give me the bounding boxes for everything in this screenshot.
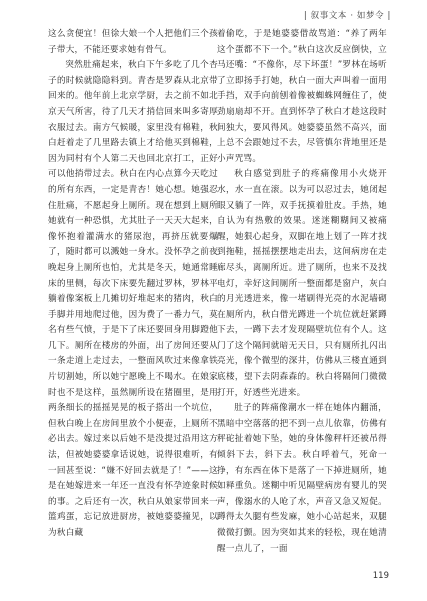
paragraph: 肚子的阵痛像潮水一样在她体内翻涌，黑暗中空落落的把不到一点儿依靠，仿佛有秤砣扯着她下坠，她的身体像秤杆还被吊得倾斜下去，斜下去。秋白呼着气，死命一挣，有东西在体下是落了一下掉进厕所，她如释重负。迷糊中听见隔壁病房有婴儿的哭声，像溺水的人呛了水，声音又急又短促。蹲得太久腿有些发麻，她小心站起来，双腿微微打颤。因为突如其来的轻松，现在她清醒一点儿了，一面 — [217, 403, 387, 554]
paragraph: 着偷吃，于是她婆婆借故骂道：“养了两年这个蛋都不下一个。”秋白这次反应倒快，立马还嘴：“不像你，尽下坏蛋！”罗林在场听了立即扬手打她，秋白一面大声叫着一面用手挡，双手向前刨着像被蜘蛛网缠住了，使劲扇扇却不开。直到怀孕了秋白才趁这段时间独大，要风得风。她婆婆虽然不高兴，面上总不会跟她过不去，尽管慎尔背地里还是小声咒骂。 — [217, 29, 387, 164]
left-text-column — [48, 27, 218, 542]
running-header: | 叙事文本 · 如梦令 | — [303, 11, 391, 21]
page-number: 119 — [372, 571, 389, 581]
paragraph: 秋白感觉到肚子的疼痛像用小火烧开水，水一直在滚。以为可以忍过去，她闭起眼又躺了一阵，双手抚摸着肚皮。手热，她自认为有热敷的效果。迷迷糊糊间又被痛醒，她狠心起身，双脚在地上划了一阵才找到拖鞋，摇摇摆摆地走出去，这间病房在走廊尽头，离厕所近。进了厕所，也来不及找电灯，幸好这间厕所一整面都是窗户，灰白的月光透进来，像一堵刷得光亮的水泥墙砌在厕所内，秋白借光蹲进一个坑位就赶紧蹲下去，一蹲下去才发现隔壁坑位有个人。这门了这个隔间就暗无天日，只有厕所扎闪出亮光，像个微型的深井，仿佛从三楼直通到底楼，望下去阴森森的。秋白将隔间门微微打开，好透些光进来。 — [217, 169, 387, 398]
paragraph: 这么贪便宜！但徐大娘一个人把他们三个孩子带大，不能还要求她有骨气。 — [48, 29, 218, 55]
right-text-column — [217, 27, 387, 557]
paragraph: 突然肚痛起来，秋白下午多吃了几个杏子的时候就隐隐料到。青杏是罗森从北京带回来的。他年前上北京学厨，去之前不如北京天气所害，待了几天才捎信回来叫多寄厚衣服过去。南方气候暖，家里没有棉鞋，秋白赶着走了几里路去镇上才给他买到棉鞋，因为同村有个人第二天也回北京打工，正好可以他捎带过去。秋白在内心点算今天吃过的所有东西，一定是青杏！她心想。她强忍住肚痛，不愿起身上厕所。现在想到上厕所她就有一种恐惧，尤其肚子一天天大起来，像怀抱着灌满水的猪尿泡，再挤压就要爆了，随时都可以溅她一身水。没怀孕之前夜晚起身上厕所也怕，尤其是冬天，她通常睡床的里侧，每次下床要先翻过罗林，罗林平躺着像案板上几摊切好堆起来的猪肉，秋白手脚并用地爬过他，因为费了一番力气，莫名有些气愤，于是下了床还要回身用脚蹬他几下。厕所在楼房的外面，出了房间还要从一条走道上走过去，一整面风吹过来像拿铁片切割她，所以她宁愿晚上不喝水。在娘家时也不是这样，虽然厕所设在猪圈里，是用两条细长的摇摇晃晃的板子搭出一个坑位，但秋白晚上在房间里放个小便壶，上厕所不必出去。嫁过来以后她不是没提过沿用这方法，但被她婆婆拿话说她，说得很难听，有一回甚至说：“嫌不好回去就是了！”——这是在她嫁进来一年还一直没有怀孕迹象时候的事。之后还有一次，秋白从娘家带回来一篮鸡蛋，忘记放进厨房，被她婆婆撞见，以为秋白藏 — [48, 60, 218, 538]
